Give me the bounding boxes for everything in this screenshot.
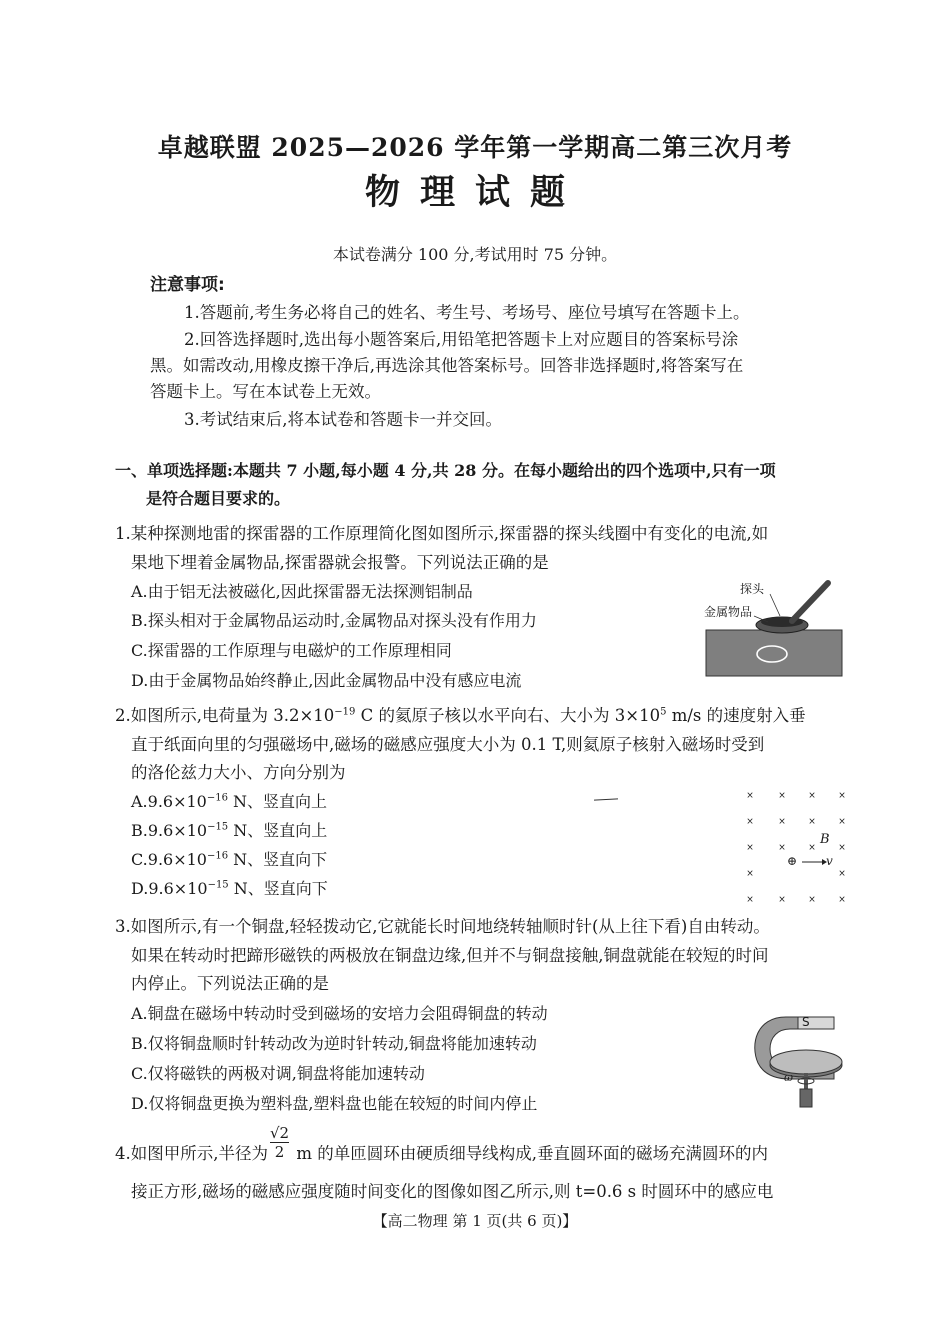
field-cross-icon: × xyxy=(746,791,754,801)
q2-stem xyxy=(115,702,806,726)
field-cross-icon: × xyxy=(808,817,816,827)
exam-info: 本试卷满分 100 分,考试用时 75 分钟。 xyxy=(332,245,618,264)
q2-option-c xyxy=(131,847,327,870)
magnetic-field-grid xyxy=(740,784,850,908)
q4-stem-text: 4.如图甲所示,半径为 xyxy=(115,1144,268,1163)
q3-stem: 内停止。下列说法正确的是 xyxy=(131,974,329,993)
q2-option-exponent: −16 xyxy=(206,792,228,804)
q2-exponent: 5 xyxy=(660,706,667,718)
q4-stem xyxy=(115,1124,768,1164)
notice-line: 3.考试结束后,将本试卷和答题卡一并交回。 xyxy=(184,410,502,429)
q1-option-c: C.探雷器的工作原理与电磁炉的工作原理相同 xyxy=(131,641,452,660)
q2-option-a xyxy=(131,789,327,812)
field-label-B: B xyxy=(820,832,830,847)
q1-stem: 1.某种探测地雷的探雷器的工作原理简化图如图所示,探雷器的探头线圈中有变化的电流,如 xyxy=(115,524,769,543)
q1-figure xyxy=(700,578,845,680)
section-heading: 一、单项选择题:本题共 7 小题,每小题 4 分,共 28 分。在每小题给出的四个选项中,只有一项 xyxy=(115,461,776,480)
field-cross-icon: × xyxy=(838,843,846,853)
q2-option-text: N、竖直向上 xyxy=(227,792,328,811)
q2-option-text: B.9.6×10 xyxy=(131,821,208,840)
field-cross-icon: × xyxy=(838,895,846,905)
q2-option-text: C.9.6×10 xyxy=(131,850,207,869)
notice-line: 2.回答选择题时,选出每小题答案后,用铅笔把答题卡上对应题目的答案标号涂 xyxy=(184,330,739,349)
notice-line: 1.答题前,考生务必将自己的姓名、考生号、考场号、座位号填写在答题卡上。 xyxy=(184,303,750,322)
field-cross-icon: × xyxy=(746,869,754,879)
q4-stem-text: m 的单匝圆环由硬质细导线构成,垂直圆环面的磁场充满圆环的内 xyxy=(291,1144,768,1163)
notice-line: 黑。如需改动,用橡皮擦干净后,再选涂其他答案标号。回答非选择题时,将答案写在 xyxy=(150,356,744,375)
velocity-label-v: v xyxy=(826,854,833,868)
notice-heading: 注意事项: xyxy=(150,275,225,295)
q3-option-a: A.铜盘在磁场中转动时受到磁场的安培力会阻碍铜盘的转动 xyxy=(131,1004,548,1023)
magnet-label-s: S xyxy=(802,1015,810,1029)
q2-stem-text: 2.如图所示,电荷量为 3.2×10 xyxy=(115,706,335,725)
page-footer: 【高二物理 第 1 页(共 6 页)】 xyxy=(372,1212,578,1230)
field-cross-icon: × xyxy=(838,869,846,879)
field-cross-icon: × xyxy=(778,817,786,827)
q2-option-b xyxy=(131,818,327,841)
q2-stem-text: m/s 的速度射入垂 xyxy=(666,706,806,725)
field-cross-icon: × xyxy=(778,843,786,853)
angular-velocity-label: ω xyxy=(784,1071,793,1084)
q2-option-text: N、竖直向下 xyxy=(228,879,328,898)
notice-line: 答题卡上。写在本试卷上无效。 xyxy=(150,382,381,401)
field-cross-icon: × xyxy=(778,791,786,801)
q2-stem: 的洛伦兹力大小、方向分别为 xyxy=(131,763,346,782)
field-cross-icon: × xyxy=(808,843,816,853)
q2-option-text: D.9.6×10 xyxy=(131,879,208,898)
q3-figure xyxy=(746,1005,846,1115)
q2-stem-text: C 的氦原子核以水平向右、大小为 3×10 xyxy=(355,706,661,725)
section-heading: 是符合题目要求的。 xyxy=(146,489,291,508)
q2-option-d xyxy=(131,876,328,899)
field-cross-icon: × xyxy=(746,843,754,853)
q2-exponent: −19 xyxy=(334,706,356,718)
q1-stem: 果地下埋着金属物品,探雷器就会报警。下列说法正确的是 xyxy=(131,553,549,572)
field-cross-icon: × xyxy=(838,817,846,827)
q1-option-b: B.探头相对于金属物品运动时,金属物品对探头没有作用力 xyxy=(131,611,537,630)
q2-option-exponent: −15 xyxy=(207,821,229,833)
q2-option-text: N、竖直向上 xyxy=(228,821,328,840)
q1-figure-label-metal: 金属物品 xyxy=(704,605,753,619)
q3-stem: 3.如图所示,有一个铜盘,轻轻拨动它,它就能长时间地绕转轴顺时针(从上往下看)自由转动。 xyxy=(115,917,770,936)
field-cross-icon: × xyxy=(838,791,846,801)
q3-option-b: B.仅将铜盘顺时针转动改为逆时针转动,铜盘将能加速转动 xyxy=(131,1034,537,1053)
q1-option-d: D.由于金属物品始终静止,因此金属物品中没有感应电流 xyxy=(131,671,522,690)
q1-figure-label-probe: 探头 xyxy=(740,582,765,596)
q3-option-d: D.仅将铜盘更换为塑料盘,塑料盘也能在较短的时间内停止 xyxy=(131,1094,538,1113)
q2-option-exponent: −16 xyxy=(206,850,229,862)
subject-title: 物理试题 xyxy=(364,172,585,213)
field-cross-icon: × xyxy=(746,895,754,905)
q2-option-exponent: −15 xyxy=(207,879,229,891)
field-cross-icon: × xyxy=(778,895,786,905)
q1-option-a: A.由于铝无法被磁化,因此探雷器无法探测铝制品 xyxy=(131,582,473,601)
q2-option-text: N、竖直向下 xyxy=(228,850,328,869)
field-cross-icon: × xyxy=(808,791,816,801)
q4-stem: 接正方形,磁场的磁感应强度随时间变化的图像如图乙所示,则 t=0.6 s 时圆环中的感应电 xyxy=(131,1182,774,1201)
q2-option-text: A.9.6×10 xyxy=(131,792,207,811)
helium-nucleus-icon: ⊕ xyxy=(787,854,798,868)
q4-fraction xyxy=(270,1124,289,1161)
field-cross-icon: × xyxy=(808,895,816,905)
field-cross-icon: × xyxy=(746,817,754,827)
exam-title: 卓越联盟 2025—2026 学年第一学期高二第三次月考 xyxy=(157,133,793,162)
q3-option-c: C.仅将磁铁的两极对调,铜盘将能加速转动 xyxy=(131,1064,425,1083)
q4-frac-num: √2 xyxy=(270,1124,290,1142)
q2-stem: 直于纸面向里的匀强磁场中,磁场的磁感应强度大小为 0.1 T,则氦原子核射入磁场时受到 xyxy=(131,735,765,754)
q2-figure xyxy=(740,784,850,908)
pen-mark xyxy=(594,798,618,800)
q4-frac-den: 2 xyxy=(274,1143,285,1161)
q3-stem: 如果在转动时把蹄形磁铁的两极放在铜盘边缘,但并不与铜盘接触,铜盘就能在较短的时间 xyxy=(131,946,769,965)
